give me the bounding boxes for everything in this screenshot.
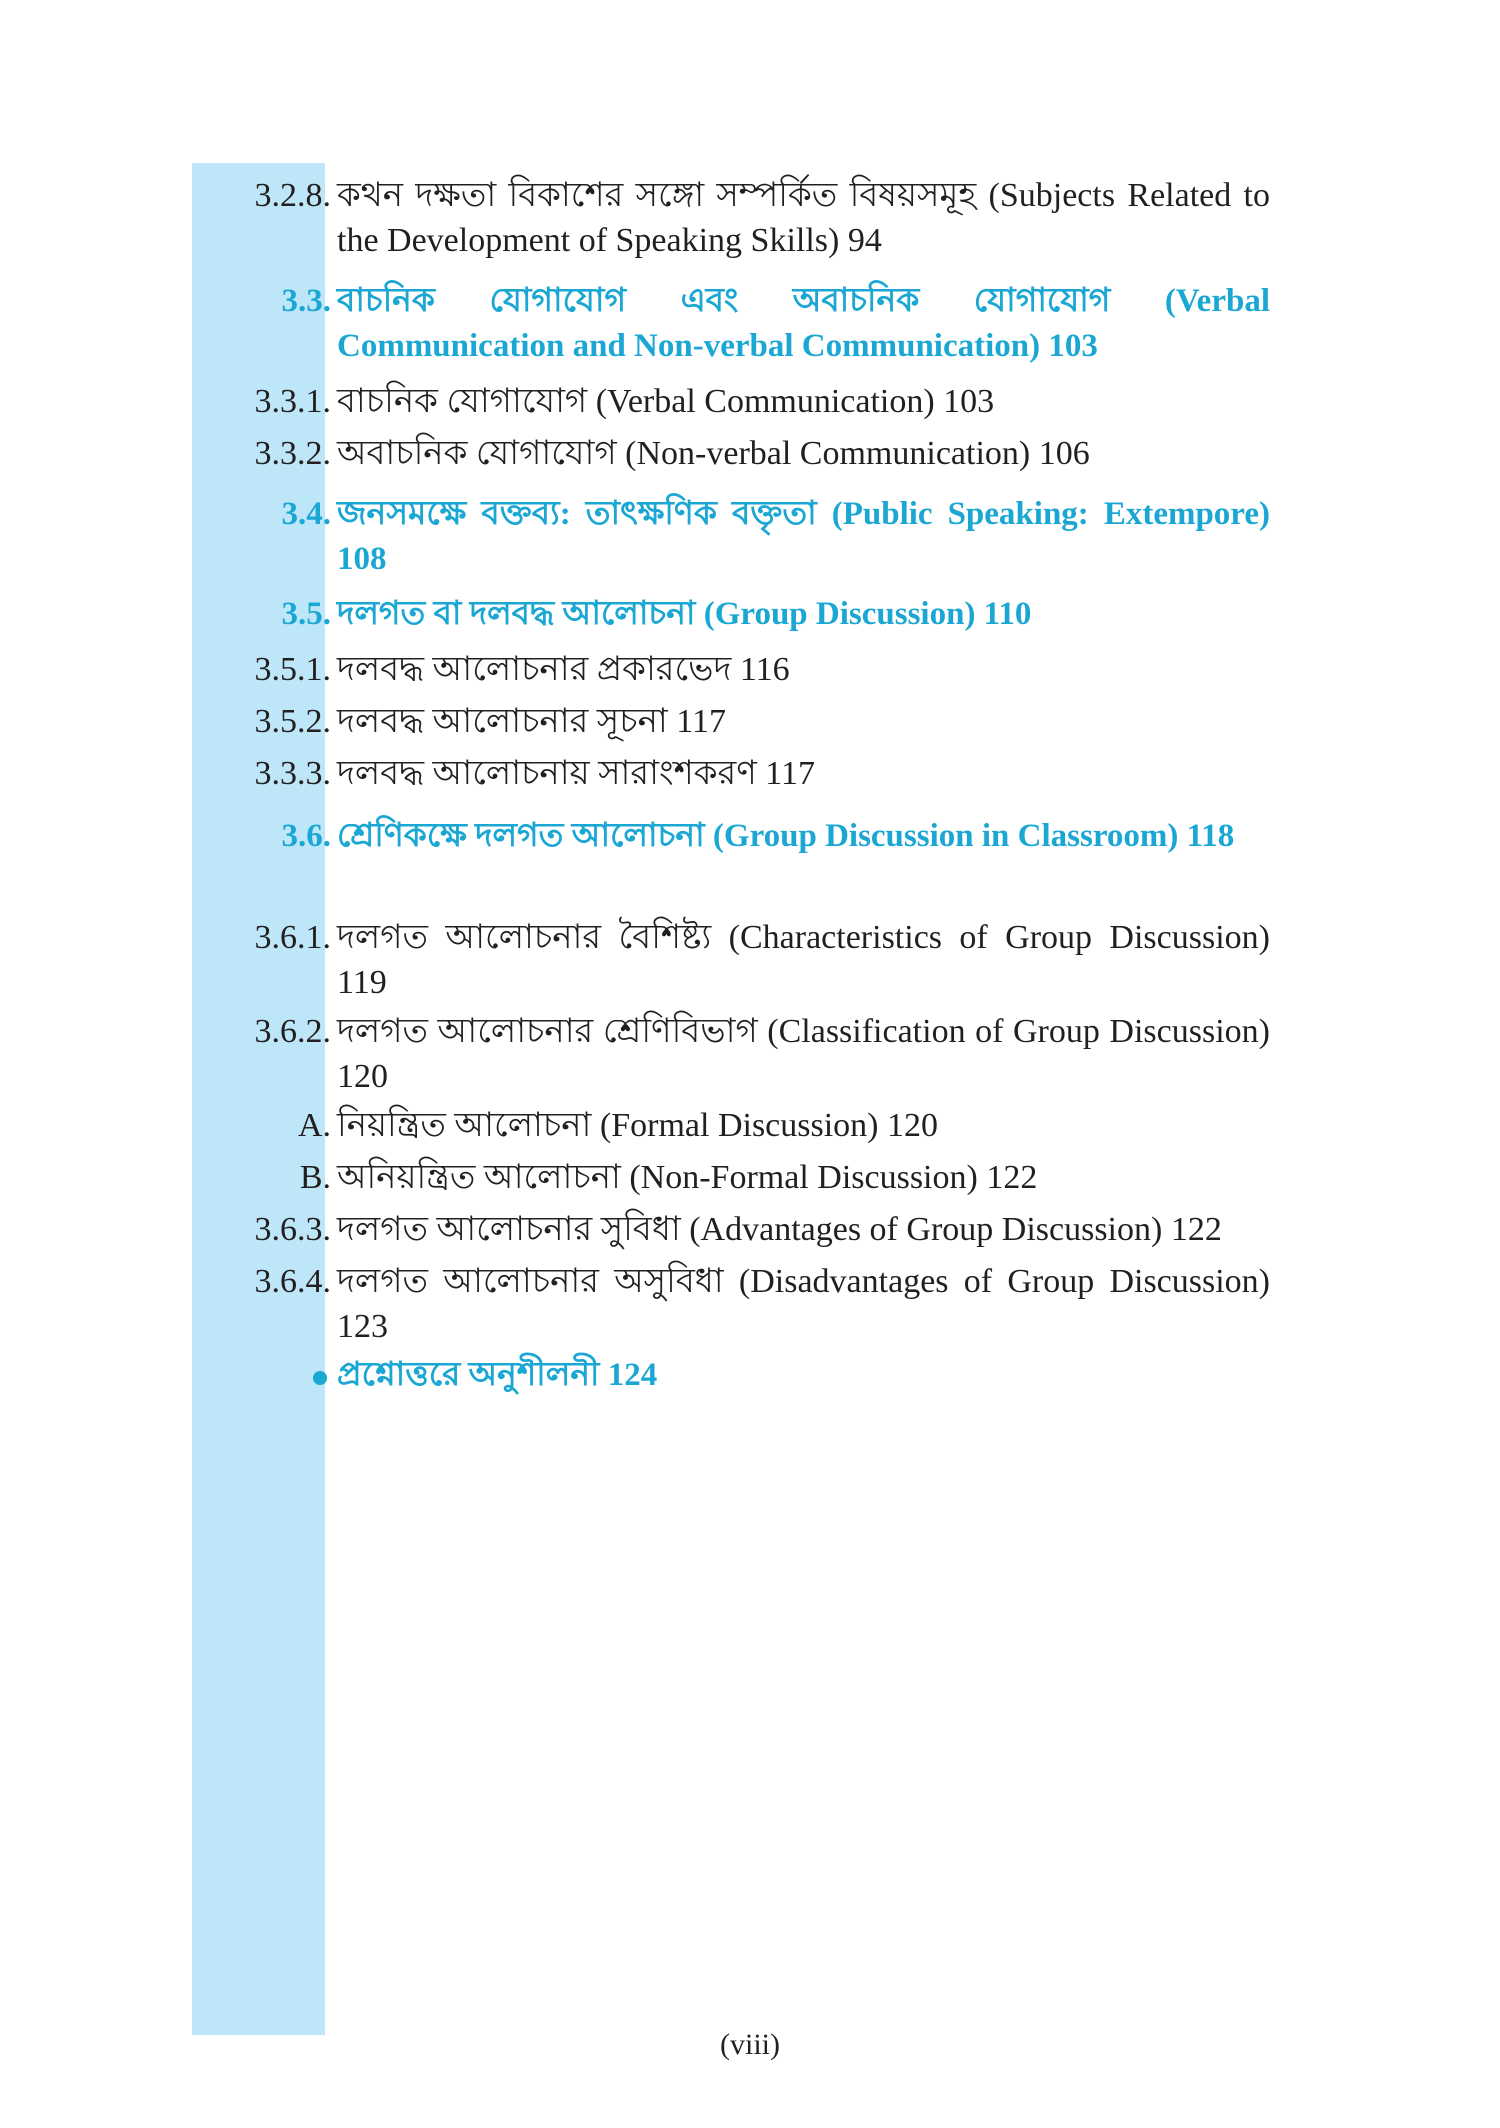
- toc-entry-title: দলবদ্ধ আলোচনার প্রকারভেদ 116: [337, 651, 790, 688]
- toc-section-3-4: [200, 492, 1270, 582]
- toc-entry-number: 3.5.2.: [254, 703, 331, 740]
- toc-section-number: 3.4.: [281, 496, 331, 532]
- toc-entry-number: B.: [299, 1159, 331, 1196]
- toc-entry-3-6-3: [200, 1207, 1270, 1252]
- toc-section-3-3: [200, 279, 1270, 369]
- toc-entry-3-5-2: [200, 699, 1270, 744]
- toc-entry-title: দলগত আলোচনার বৈশিষ্ট্য (Characteristics of Group Discussion) 119: [337, 919, 1270, 1001]
- toc-entry-title: অনিয়ন্ত্রিত আলোচনা (Non-Formal Discussion) 122: [337, 1159, 1038, 1196]
- toc-entry-3-6-1: [200, 915, 1270, 1005]
- toc-entry-number: 3.3.2.: [254, 435, 331, 472]
- toc-entry-title: দলগত আলোচনার সুবিধা (Advantages of Group Discussion) 122: [337, 1211, 1222, 1248]
- bullet-dot-icon: [313, 1371, 327, 1385]
- toc-entry-number: 3.6.2.: [254, 1013, 331, 1050]
- toc-entry-3-3-1: [200, 379, 1270, 424]
- toc-entry-title: বাচনিক যোগাযোগ (Verbal Communication) 103: [337, 383, 995, 420]
- toc-entry-number: 3.3.1.: [254, 383, 331, 420]
- toc-entry-number: A.: [297, 1107, 331, 1144]
- toc-entry-title: অবাচনিক যোগাযোগ (Non-verbal Communication) 106: [337, 435, 1090, 472]
- toc-entry-number: 3.2.8.: [254, 177, 331, 214]
- toc-section-title: বাচনিক যোগাযোগ এবং অবাচনিক যোগাযোগ (Verbal Communication and Non-verbal Communication) 103: [337, 283, 1270, 364]
- toc-section-number: 3.6.: [281, 818, 331, 854]
- toc-entry-number: 3.6.3.: [254, 1211, 331, 1248]
- toc-entry-number: 3.6.1.: [254, 919, 331, 956]
- toc-entry-title: দলবদ্ধ আলোচনায় সারাংশকরণ 117: [337, 755, 816, 792]
- toc-entry-3-6-4: [200, 1259, 1270, 1349]
- toc-section-number: 3.3.: [281, 283, 331, 319]
- toc-section-number: 3.5.: [281, 596, 331, 632]
- toc-entry-3-5-1: [200, 647, 1270, 692]
- toc-section-3-5: [200, 592, 1270, 637]
- toc-entry-title: দলগত আলোচনার অসুবিধা (Disadvantages of Group Discussion) 123: [337, 1263, 1270, 1345]
- toc-entry-title: নিয়ন্ত্রিত আলোচনা (Formal Discussion) 120: [337, 1107, 939, 1144]
- toc-entry-number: 3.3.3.: [254, 755, 331, 792]
- toc-entry-title: দলগত আলোচনার শ্রেণিবিভাগ (Classification of Group Discussion) 120: [337, 1013, 1270, 1095]
- toc-entry-number: 3.6.4.: [254, 1263, 331, 1300]
- toc-entry-title: দলবদ্ধ আলোচনার সূচনা 117: [337, 703, 726, 740]
- toc-entry-number: 3.5.1.: [254, 651, 331, 688]
- toc-section-title: জনসমক্ষে বক্তব্য: তাৎক্ষণিক বক্তৃতা (Public Speaking: Extempore) 108: [337, 496, 1270, 577]
- toc-entry-3-2-8: [200, 173, 1270, 263]
- toc-exercise-entry: [200, 1353, 1270, 1398]
- toc-entry-title: কথন দক্ষতা বিকাশের সঙ্গো সম্পর্কিত বিষয়সমূহ (Subjects Related to the Development of Speaking Skills) 94: [337, 177, 1270, 259]
- toc-entry-3-3-3: [200, 751, 1270, 796]
- page-number: (viii): [720, 2028, 780, 2061]
- toc-section-title: শ্রেণিকক্ষে দলগত আলোচনা (Group Discussion in Classroom) 118: [337, 818, 1235, 854]
- toc-entry-b: [200, 1155, 1270, 1200]
- toc-entry-a: [200, 1103, 1270, 1148]
- toc-section-title: প্রশ্নোত্তরে অনুশীলনী 124: [337, 1357, 658, 1393]
- bullet-icon: [200, 1353, 337, 1398]
- toc-section-3-6: [200, 814, 1270, 859]
- toc-section-title: দলগত বা দলবদ্ধ আলোচনা (Group Discussion) 110: [337, 596, 1032, 632]
- toc-entry-3-6-2: [200, 1009, 1270, 1099]
- toc-entry-3-3-2: [200, 431, 1270, 476]
